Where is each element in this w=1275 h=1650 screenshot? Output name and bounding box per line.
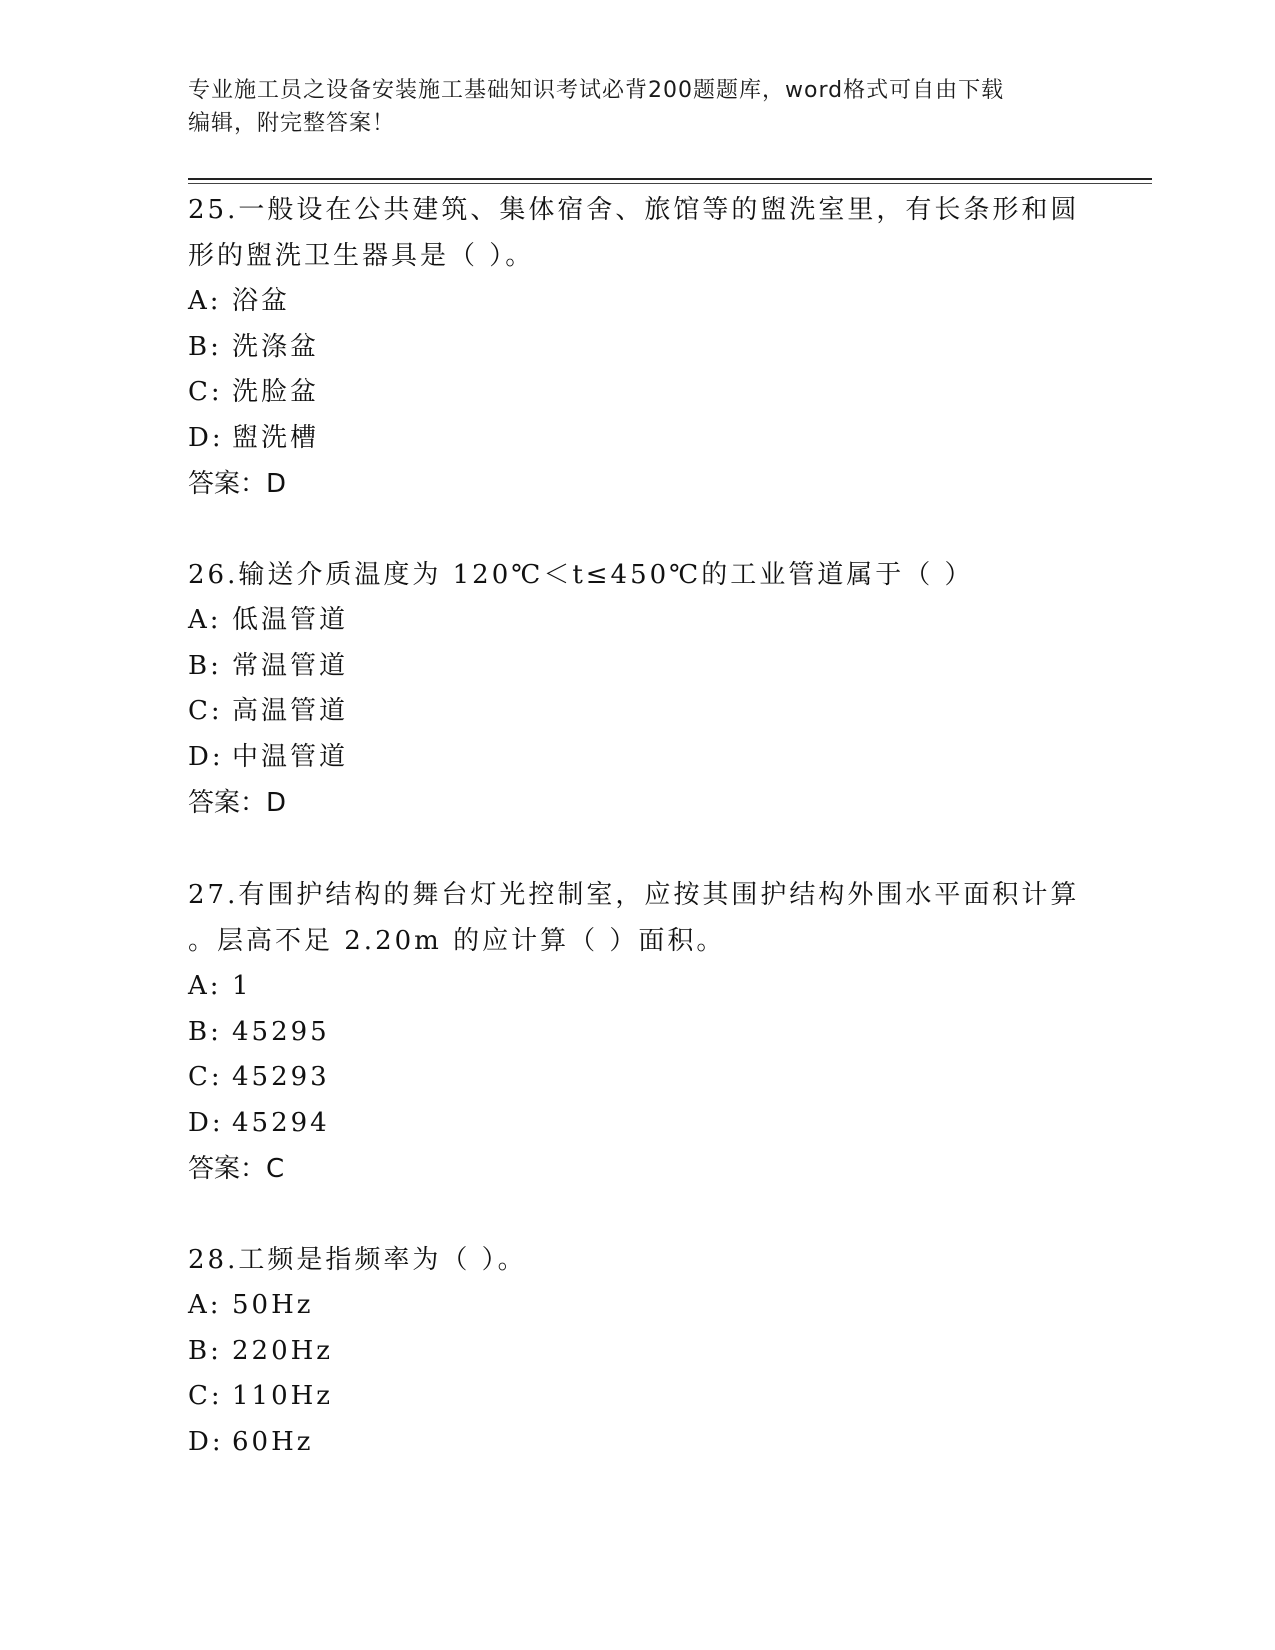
question-25 [188, 187, 1088, 507]
option-text: 45293 [232, 1062, 330, 1092]
option-key: C: [188, 1062, 223, 1092]
header-line-1: 专业施工员之设备安装施工基础知识考试必背200题题库，word格式可自由下载 [188, 78, 1005, 103]
option-text: 1 [232, 971, 252, 1001]
question-stem-line: 28.工频是指频率为（ ）。 [188, 1245, 527, 1275]
option-text: 低温管道 [232, 605, 349, 635]
question-stem-line: 27.有围护结构的舞台灯光控制室，应按其围护结构外围水平面积计算 [188, 880, 1080, 910]
option-c [188, 1055, 1088, 1101]
option-c [188, 1374, 1088, 1420]
option-key: B: [188, 1016, 222, 1047]
option-key: A: [188, 971, 222, 1001]
question-stem-line: 26.输送介质温度为 120℃＜t≤450℃的工业管道属于（ ） [188, 560, 974, 590]
option-a [188, 598, 1088, 644]
header-line-2: 编辑，附完整答案！ [188, 111, 396, 136]
option-text: 60Hz [232, 1426, 314, 1457]
option-key: A: [188, 1290, 222, 1320]
option-key: B: [188, 331, 222, 362]
option-text: 220Hz [232, 1335, 333, 1366]
option-c [188, 370, 1088, 416]
option-key: D: [188, 1426, 224, 1457]
option-d [188, 1101, 1088, 1147]
question-stem-line: 25.一般设在公共建筑、集体宿舍、旅馆等的盥洗室里，有长条形和圆 [188, 195, 1080, 225]
option-key: C: [188, 696, 223, 726]
option-a [188, 1283, 1088, 1329]
option-text: 盥洗槽 [232, 422, 320, 453]
option-text: 50Hz [232, 1290, 314, 1320]
option-text: 洗涤盆 [232, 331, 320, 362]
option-key: A: [188, 605, 222, 635]
option-key: A: [188, 286, 222, 316]
option-a [188, 964, 1088, 1010]
option-text: 45295 [232, 1016, 330, 1047]
answer-line: 答案：D [188, 469, 287, 499]
option-text: 高温管道 [232, 696, 349, 726]
header-divider-thin [188, 183, 1152, 184]
option-text: 洗脸盆 [232, 377, 320, 407]
option-text: 中温管道 [232, 741, 349, 772]
option-text: 45294 [232, 1107, 330, 1138]
question-28 [188, 1237, 1088, 1465]
option-key: B: [188, 650, 222, 681]
option-key: D: [188, 741, 224, 772]
option-key: C: [188, 377, 223, 407]
answer-line: 答案：D [188, 788, 287, 818]
option-b [188, 325, 1088, 371]
option-d [188, 735, 1088, 781]
question-stem-line: 。层高不足 2.20m 的应计算（ ）面积。 [188, 926, 726, 956]
option-key: D: [188, 1107, 224, 1138]
header-divider-thick [188, 178, 1152, 180]
option-b [188, 1329, 1088, 1375]
option-text: 常温管道 [232, 650, 349, 681]
answer-line: 答案：C [188, 1154, 285, 1184]
option-key: D: [188, 422, 224, 453]
option-d [188, 1420, 1088, 1466]
option-b [188, 644, 1088, 690]
option-text: 浴盆 [232, 286, 291, 316]
option-key: B: [188, 1335, 222, 1366]
option-b [188, 1010, 1088, 1056]
option-a [188, 279, 1088, 325]
option-key: C: [188, 1381, 223, 1411]
question-stem-line: 形的盥洗卫生器具是（ ）。 [188, 241, 535, 271]
question-26 [188, 552, 1088, 826]
question-27 [188, 872, 1088, 1192]
option-d [188, 416, 1088, 462]
option-c [188, 689, 1088, 735]
option-text: 110Hz [232, 1381, 333, 1411]
document-header [188, 74, 1068, 140]
